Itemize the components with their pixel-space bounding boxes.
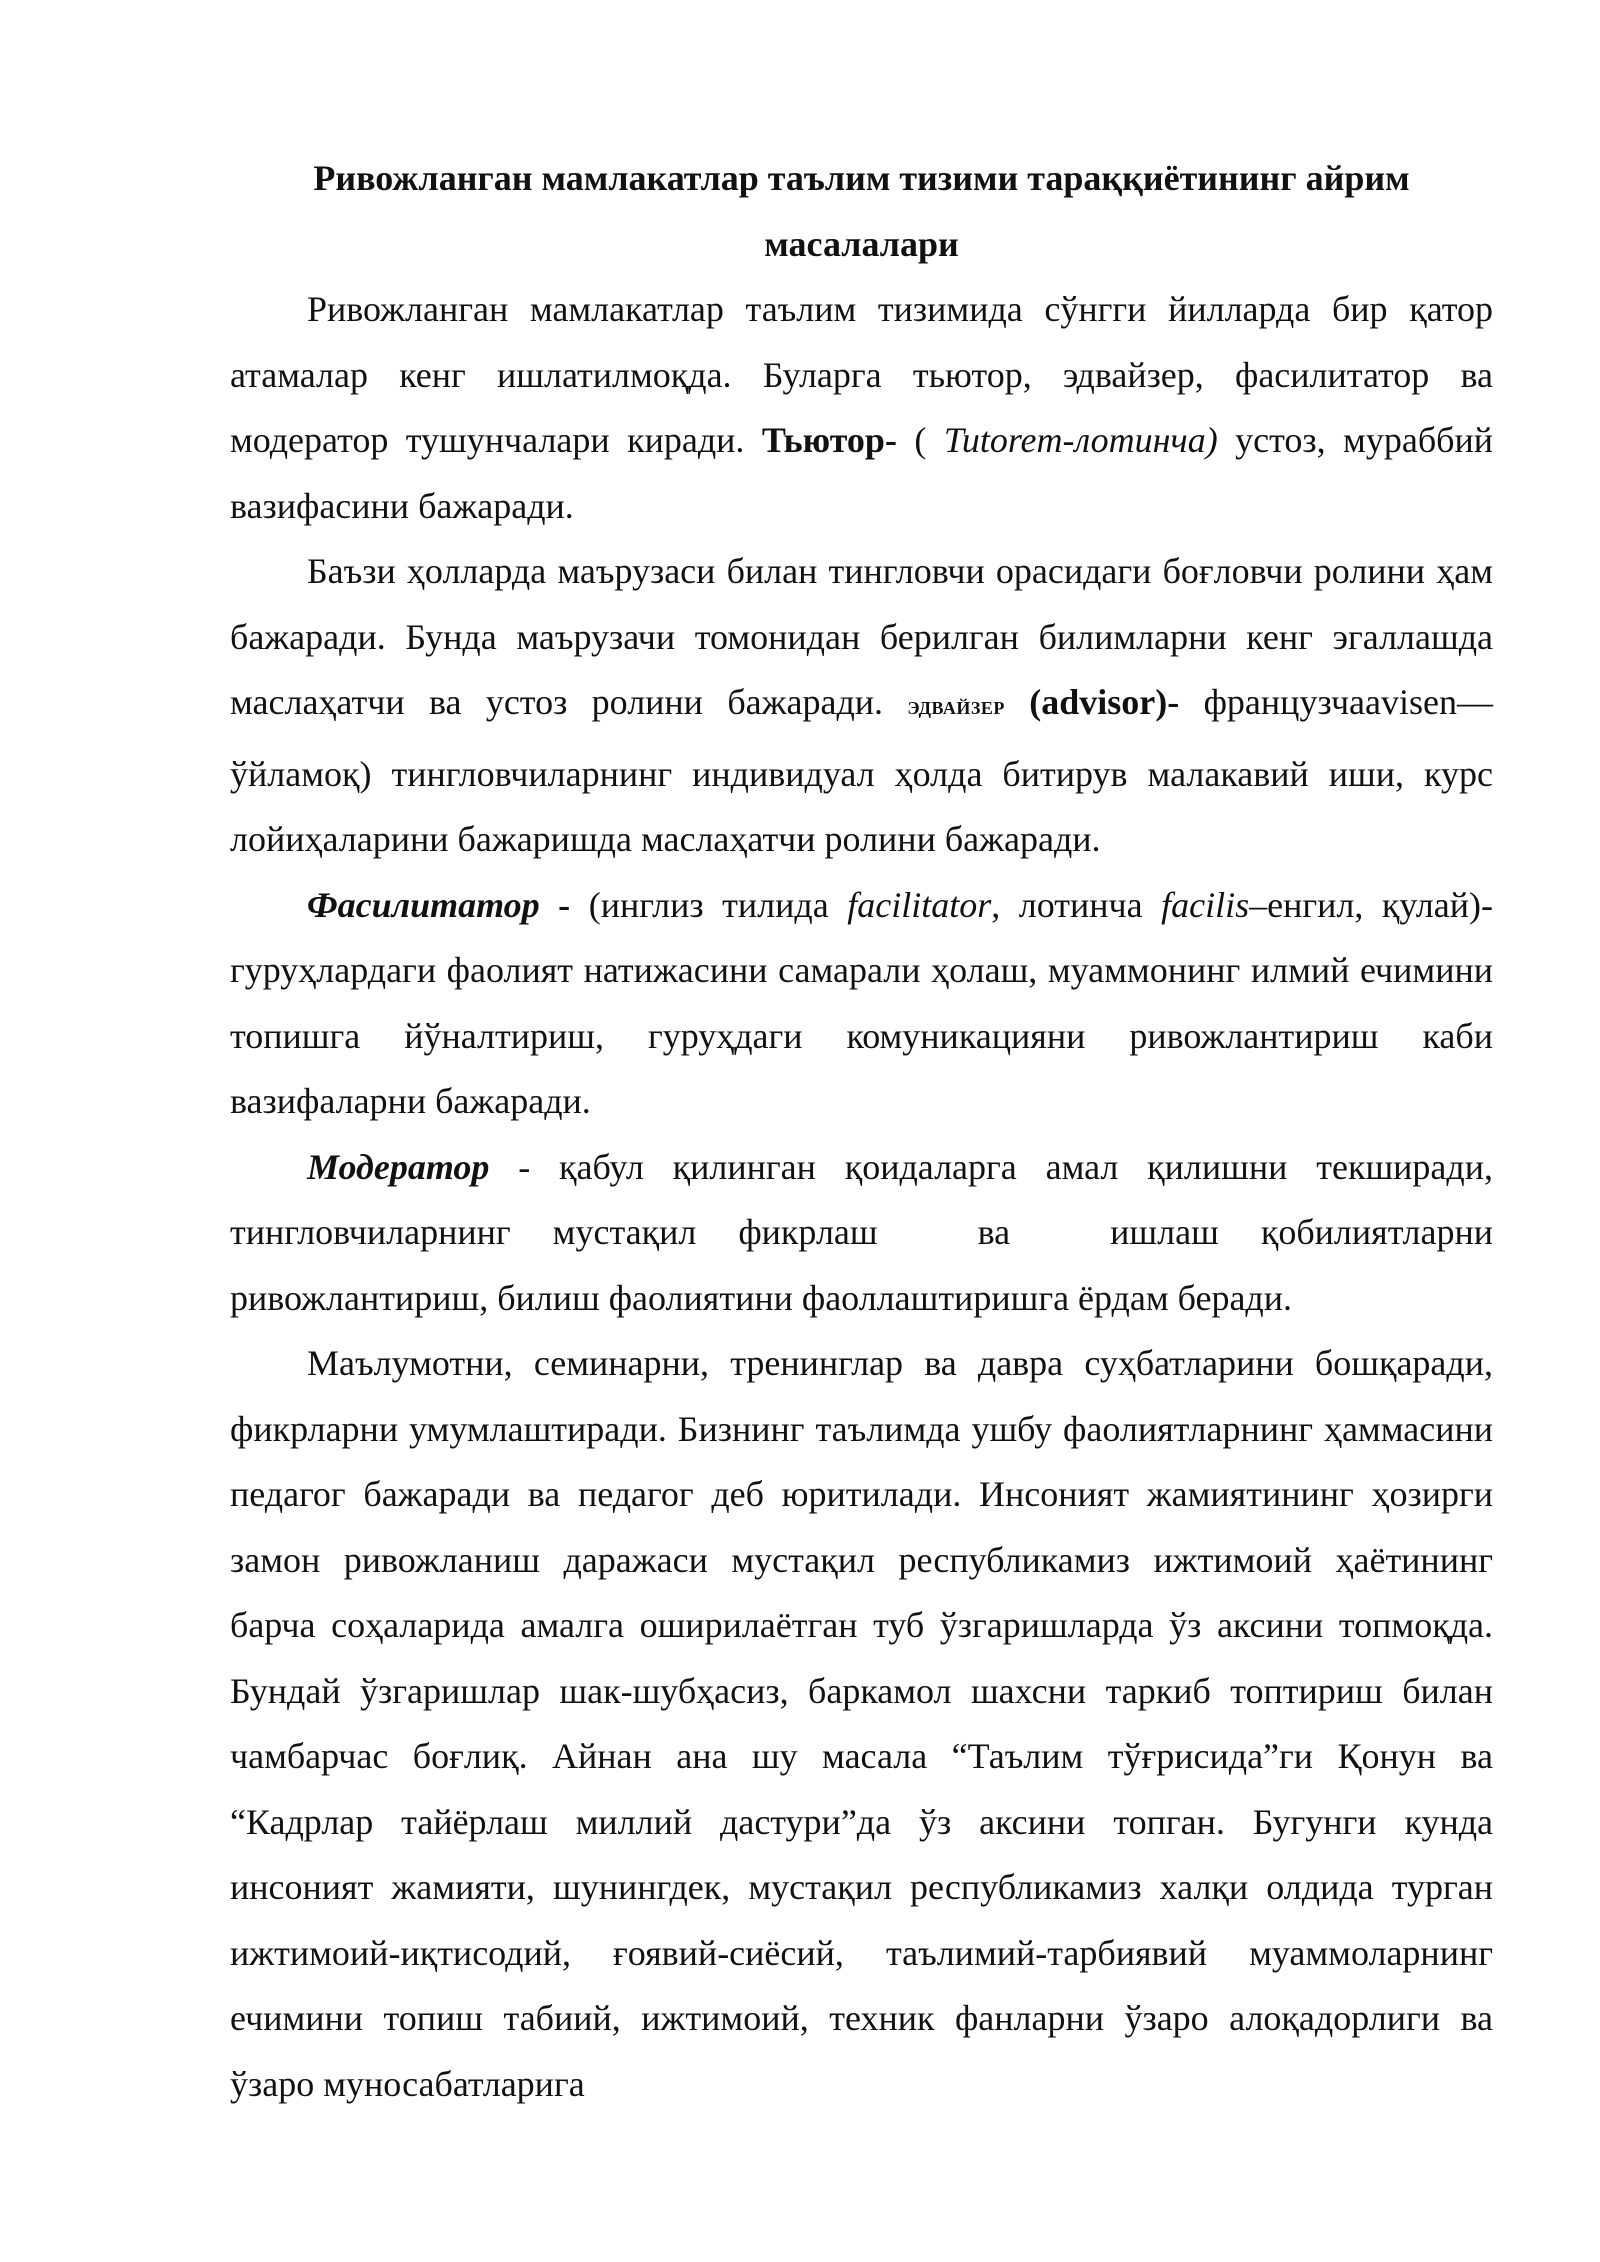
italic-facilitator: facilitator	[847, 884, 992, 925]
term-moderator: Модератор	[307, 1146, 490, 1187]
paragraph-2	[230, 539, 1493, 873]
paragraph-1	[230, 277, 1493, 539]
paragraph-5-text: Маълумотни, семинарни, тренинглар ва давра суҳбатларини бошқаради, фикрларни умумлаштиради. Бизнинг таълимда ушбу фаолиятларнинг ҳаммасини педагог бажаради ва педагог деб юритилади. Инсоният жамиятининг ҳозирги замон ривожланиш даражаси мустақил республикамиз ижтимоий ҳаётининг барча соҳаларида амалга оширилаётган туб ўзгаришларда ўз аксини топмоқда. Бундай ўзгаришлар шак-шубҳасиз, баркамол шахсни таркиб топтириш билан чамбарчас боғлиқ. Айнан ана шу масала “Таълим тўғрисида”ги Қонун ва “Кадрлар тайёрлаш миллий дастури”да ўз аксини топган. Бугунги кунда инсоният жамияти, шунингдек, мустақил республикамиз халқи олдида турган ижтимоий-иқтисодий, ғоявий-сиёсий, таълимий-тарбиявий муаммоларнинг ечимини топиш табиий, ижтимоий, техник фанларни ўзаро алоқадорлиги ва ўзаро муносабатларига	[230, 1343, 1493, 2104]
paragraph-3	[230, 873, 1493, 1135]
paragraph-1-text-3: устоз, мураббий вазифасини бажаради.	[230, 420, 1493, 526]
term-advisor-small: ЭДВАЙЗЕР	[907, 698, 1005, 718]
document-title	[230, 145, 1493, 277]
paragraph-1-text-2: (	[896, 420, 944, 460]
paragraph-5	[230, 1331, 1493, 2117]
italic-facilis: facilis	[1161, 884, 1250, 925]
term-facilitator-dash: -	[539, 884, 571, 925]
paragraph-3-text: (инглиз тилида	[570, 884, 848, 925]
title-line-1: Ривожланган мамлакатлар таълим тизими тараққиётининг айрим	[313, 158, 1410, 198]
term-tutor-latin: Tutorem-лотинча)	[943, 420, 1218, 460]
paragraph-3-text-2: , лотинча	[991, 884, 1162, 925]
term-tutor: Тьютор-	[761, 420, 897, 460]
term-facilitator: Фасилитатор	[307, 884, 540, 925]
paragraph-1-text: Ривожланган мамлакатлар таълим тизимида сўнгги йилларда бир қатор атамалар кенг ишлатилмоқда. Буларга тьютор, эдвайзер, фасилитатор ва модератор тушунчалари киради.	[230, 289, 1493, 460]
paragraph-2-text-2: французчаavisen—ўйламоқ) тингловчиларнинг индивидуал ҳолда битирув малакавий иши, курс лойиҳаларини бажаришда маслаҳатчи ролини бажаради.	[230, 682, 1493, 859]
paragraph-4-spaced: фикрлаш ва ишлаш	[738, 1212, 1219, 1252]
paragraph-3-text-3: –енгил, қулай)- гуруҳлардаги фаолият натижасини самарали ҳолаш, муаммонинг илмий ечимини топишга йўналтириш, гуруҳдаги комуникацияни ривожлантириш каби вазифаларни бажаради.	[230, 884, 1493, 1121]
paragraph-4-text-2: қобилиятларни ривожлантириш, билиш фаолиятини фаоллаштиришга ёрдам беради.	[230, 1212, 1493, 1318]
paragraph-4	[230, 1135, 1493, 1332]
title-line-2: масалалари	[764, 224, 959, 264]
paragraph-4-text: - қабул қилинган қоидаларга амал қилишни текширади, тингловчиларнинг мустақил	[230, 1146, 1493, 1252]
document-page	[230, 145, 1493, 2117]
term-advisor: (advisor)-	[1004, 682, 1180, 722]
paragraph-2-text: Баъзи ҳолларда маърузаси билан тингловчи орасидаги боғловчи ролини ҳам бажаради. Бунда маърузачи томонидан берилган билимларни кенг эгаллашда маслаҳатчи ва устоз ролини бажаради.	[230, 551, 1493, 722]
